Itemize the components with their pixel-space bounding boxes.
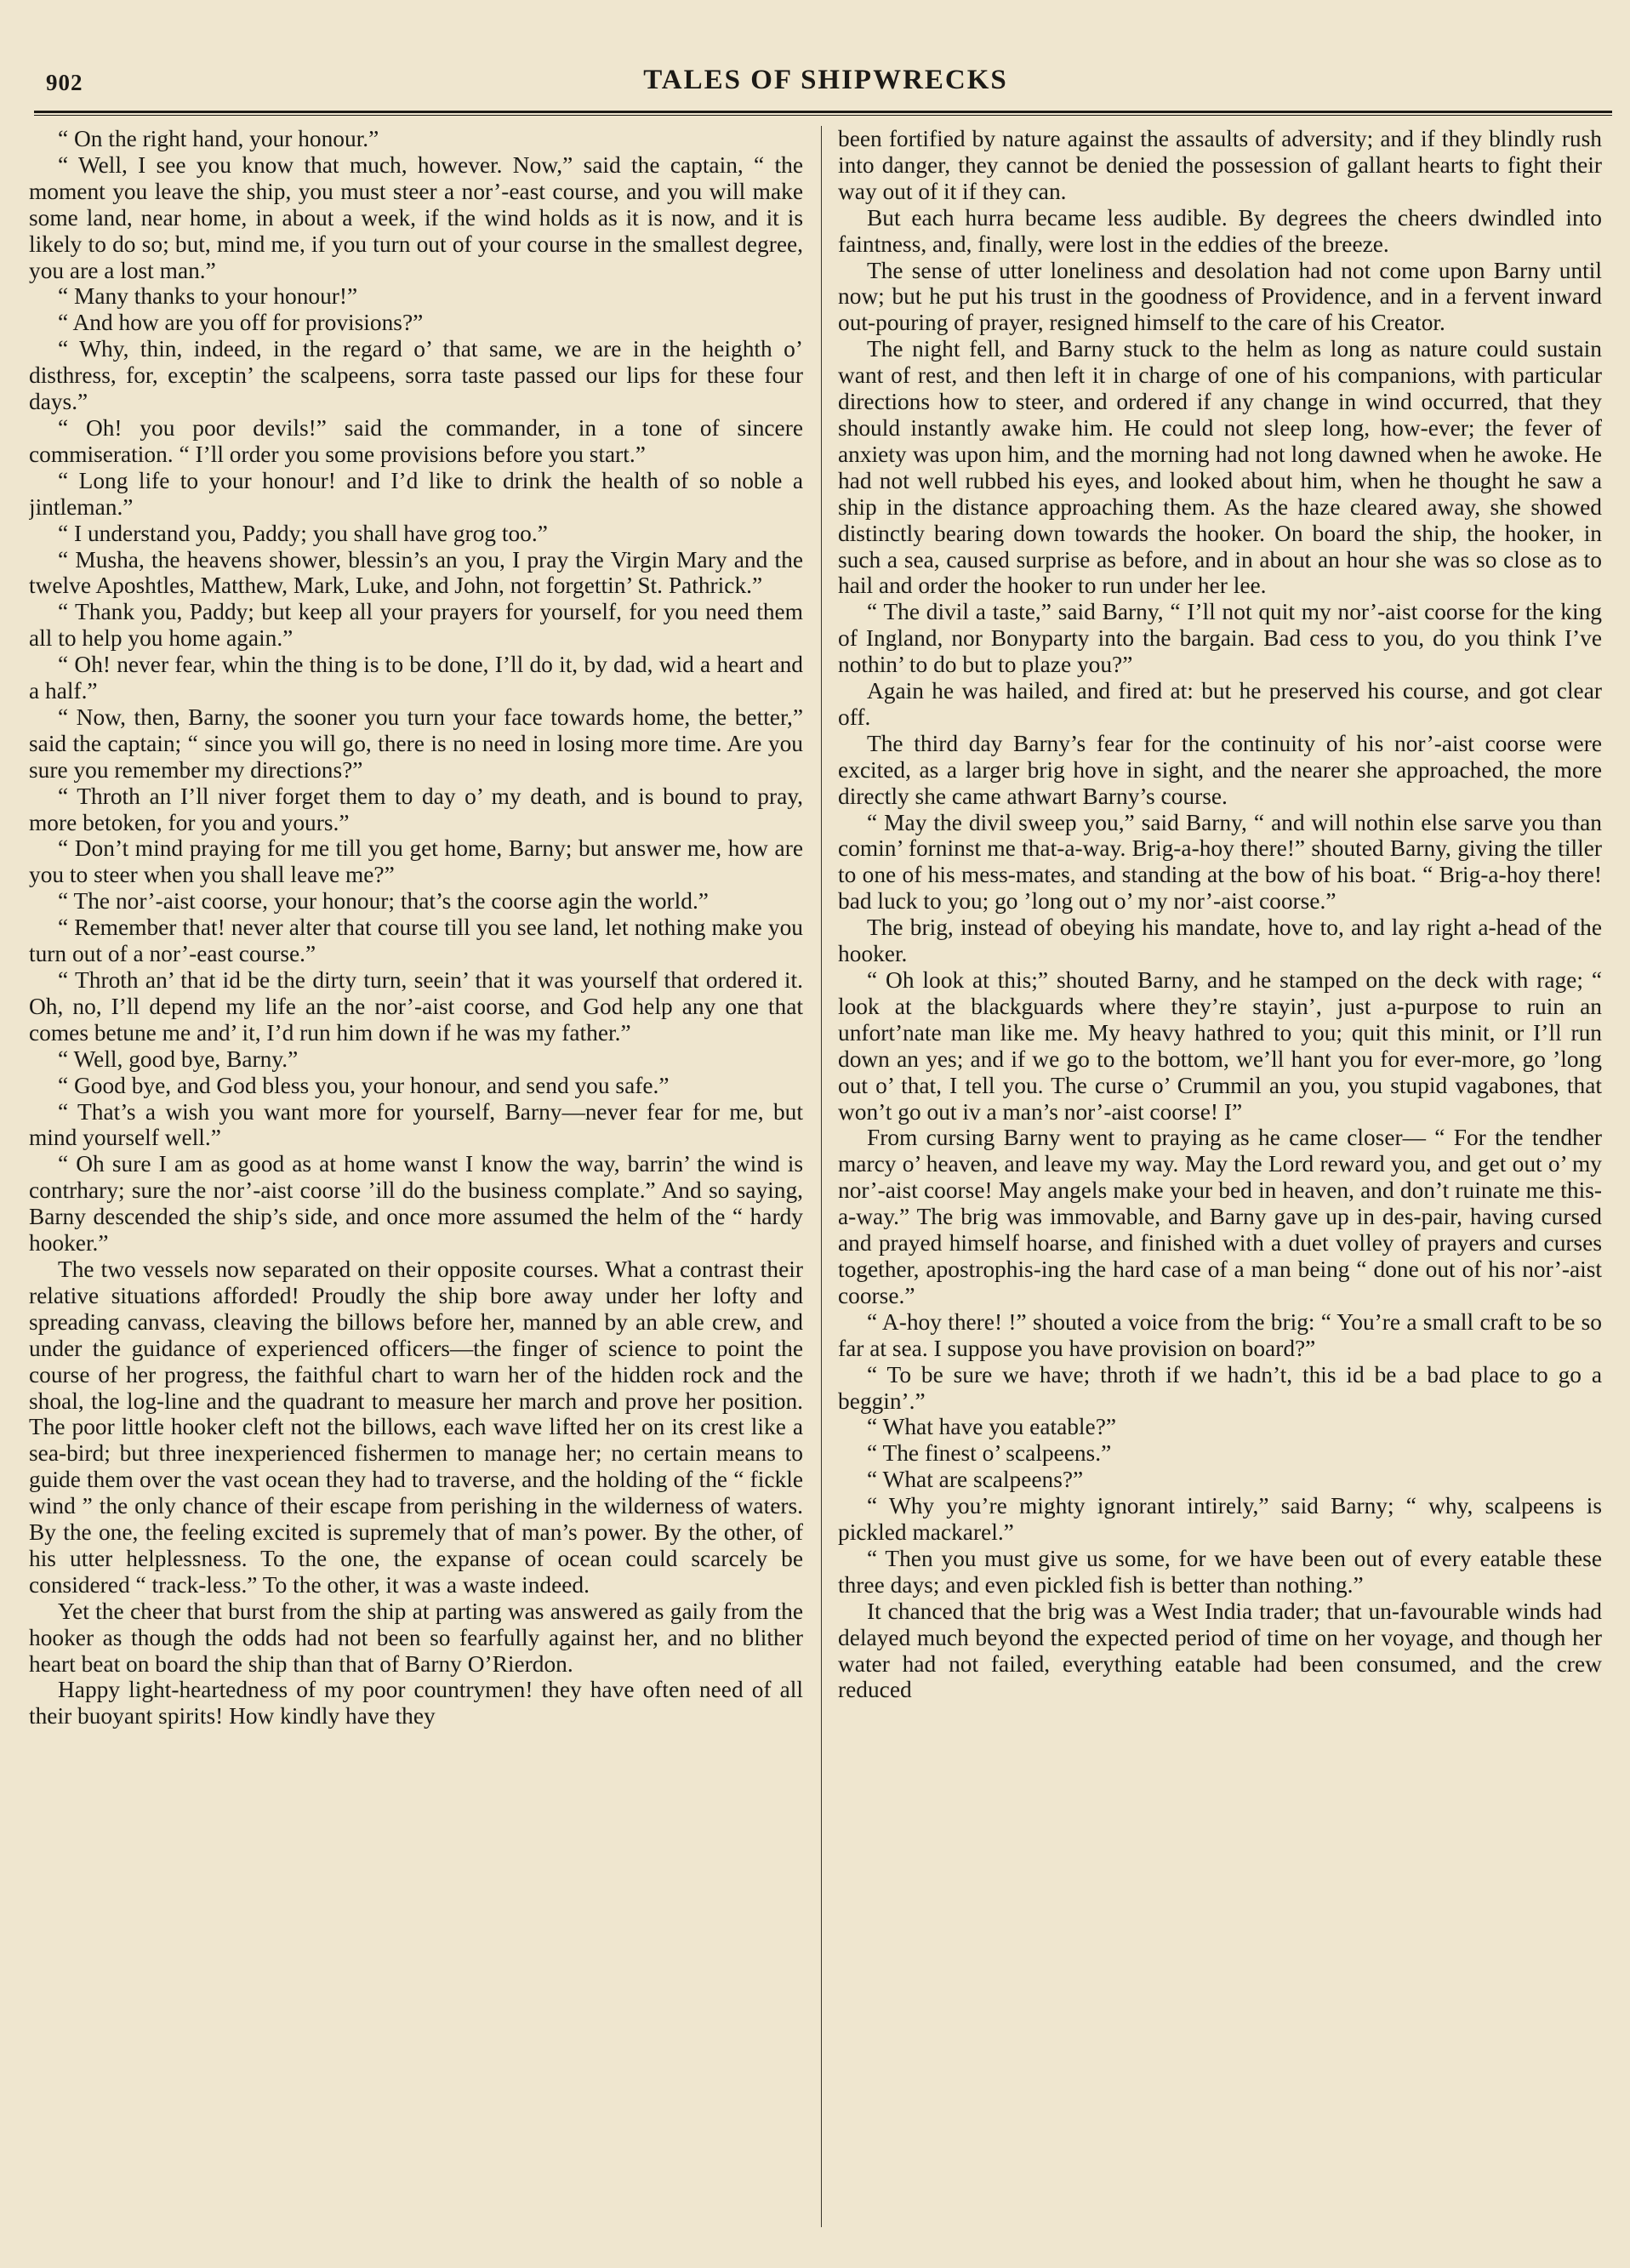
paragraph: Yet the cheer that burst from the ship at parting was answered as gaily from the hooker as though the odds had not been so fearfully against her, and no blither heart beat on board the ship than that of Barny O’Rierdon. xyxy=(29,1598,803,1677)
paragraph: “ Oh! never fear, whin the thing is to be done, I’ll do it, by dad, wid a heart and a half.” xyxy=(29,652,803,704)
paragraph: “ I understand you, Paddy; you shall have grog too.” xyxy=(58,520,548,546)
right-column xyxy=(838,126,1602,2244)
paragraph: “ Remember that! never alter that course till you see land, let nothing make you turn out of a nor’-east course.” xyxy=(29,915,803,967)
paragraph: The sense of utter loneliness and desolation had not come upon Barny until now; but he put his trust in the goodness of Providence, and in a fervent inward out-pouring of prayer, resigned himself to the care of his Creator. xyxy=(838,257,1602,336)
paragraph: “ Oh sure I am as good as at home wanst I know the way, barrin’ the wind is contrhary; sure the nor’-aist coorse ’ill do the business complate.” And so saying, Barny descended the ship’s side, and once more assumed the helm of the “ hardy hooker.” xyxy=(29,1151,803,1257)
paragraph: It chanced that the brig was a West India trader; that un-favourable winds had delayed much beyond the expected period of time on her voyage, and though her water had not failed, everything eatable had been consumed, and the crew reduced xyxy=(838,1598,1602,1703)
paragraph: Happy light-heartedness of my poor countrymen! they have often need of all their buoyant spirits! How kindly have they xyxy=(29,1677,803,1729)
paragraph: “ Many thanks to your honour!” xyxy=(58,283,358,310)
paragraph: “ Thank you, Paddy; but keep all your prayers for yourself, for you need them all to help you home again.” xyxy=(29,599,803,652)
paragraph: “ A-hoy there! !” shouted a voice from the brig: “ You’re a small craft to be so far at sea. I suppose you have provision on board?” xyxy=(838,1308,1602,1361)
paragraph: From cursing Barny went to praying as he came closer— “ For the tendher marcy o’ heaven, and leave my way. May the Lord reward you, and get out o’ my nor’-aist coorse! May angels make your bed in heaven, and don’t ruinate me this-a-way.” The brig was immovable, and Barny gave up in des-pair, having cursed and prayed himself hoarse, and finished with a duet volley of prayers and curses together, apostrophis-ing the hard case of a man being “ done out of his nor’-aist coorse.” xyxy=(838,1125,1602,1308)
left-column xyxy=(29,126,803,2244)
paragraph: “ Oh look at this;” shouted Barny, and he stamped on the deck with rage; “ look at the blackguards where they’re stayin’, just a-purpose to ruin an unfort’nate man like me. My heavy hathred to you; quit this minit, or I’ll run down an yes; and if we go to the bottom, we’ll hant you for ever-more, go ’long out o’ that, I tell you. The curse o’ Crummil an you, you stupid vagabones, that won’t go out iv a man’s nor’-aist coorse! I” xyxy=(838,967,1602,1125)
paragraph: “ Throth an’ that id be the dirty turn, seein’ that it was yourself that ordered it. Oh, no, I’ll depend my life an the nor’-aist coorse, and God help any one that comes betune me and’ it, I’d run him down if he was my father.” xyxy=(29,967,803,1046)
paragraph: “ That’s a wish you want more for yourself, Barny—never fear for me, but mind yourself well.” xyxy=(29,1098,803,1151)
paragraph: “ What are scalpeens?” xyxy=(867,1467,1084,1493)
paragraph: The night fell, and Barny stuck to the helm as long as nature could sustain want of rest, and then left it in charge of one of his companions, with particular directions how to steer, and ordered if any change in wind occurred, that they should instantly awake him. He could not sleep long, how-ever; the fever of anxiety was upon him, and the morning had not long dawned when he awoke. He had not well rubbed his eyes, and looked about him, when he thought he saw a ship in the distance approaching them. As the haze cleared away, she showed distinctly bearing down towards the hooker. On board the ship, the hooker, in such a sea, caused surprise as before, and in about an hour she was so close as to hail and order the hooker to run under her lee. xyxy=(838,336,1602,599)
paragraph: “ Why you’re mighty ignorant intirely,” said Barny; “ why, scalpeens is pickled mackarel.” xyxy=(838,1493,1602,1546)
paragraph: “ What have you eatable?” xyxy=(867,1414,1117,1440)
paragraph: “ Musha, the heavens shower, blessin’s an you, I pray the Virgin Mary and the twelve Aposhtles, Matthew, Mark, Luke, and John, not forgettin’ St. Pathrick.” xyxy=(29,546,803,599)
header-rule-thin xyxy=(34,115,1612,116)
paragraph: been fortified by nature against the assaults of adversity; and if they blindly rush into danger, they cannot be denied the possession of gallant hearts to fight their way out of it if they can. xyxy=(838,126,1602,204)
running-head xyxy=(41,60,1610,111)
paragraph: The brig, instead of obeying his mandate, hove to, and lay right a-head of the hooker. xyxy=(838,915,1602,967)
paragraph: “ Well, good bye, Barny.” xyxy=(58,1046,299,1072)
paragraph: The third day Barny’s fear for the continuity of his nor’-aist coorse were excited, as a larger brig hove in sight, and the nearer she approached, the more directly she came athwart Barny’s course. xyxy=(838,730,1602,809)
paragraph: “ May the divil sweep you,” said Barny, “ and will nothin else sarve you than comin’ forninst me that-a-way. Brig-a-hoy there!” shouted Barny, giving the tiller to one of his mess-mates, and standing at the bow of his boat. “ Brig-a-hoy there! bad luck to you; go ’long out o’ my nor’-aist coorse.” xyxy=(838,809,1602,915)
page-number: 902 xyxy=(46,70,83,95)
paragraph: “ Oh! you poor devils!” said the commander, in a tone of sincere commiseration. “ I’ll order you some provisions before you start.” xyxy=(29,414,803,467)
paragraph: “ On the right hand, your honour.” xyxy=(58,126,379,151)
paragraph: “ Good bye, and God bless you, your honour, and send you safe.” xyxy=(58,1072,670,1098)
paragraph: But each hurra became less audible. By degrees the cheers dwindled into faintness, and, finally, were lost in the eddies of the breeze. xyxy=(838,204,1602,257)
paragraph: “ And how are you off for provisions?” xyxy=(58,310,424,336)
paragraph: “ The finest o’ scalpeens.” xyxy=(867,1440,1112,1467)
running-title: TALES OF SHIPWRECKS xyxy=(643,65,1008,95)
paragraph: “ To be sure we have; throth if we hadn’t, this id be a bad place to go a beggin’.” xyxy=(838,1361,1602,1414)
paragraph: “ Long life to your honour! and I’d like to drink the health of so noble a jintleman.” xyxy=(29,467,803,520)
column-divider xyxy=(821,126,822,2227)
paragraph: “ Then you must give us some, for we have been out of every eatable these three days; and even pickled fish is better than nothing.” xyxy=(838,1545,1602,1598)
paragraph: “ Throth an I’ll niver forget them to day o’ my death, and is bound to pray, more betoken, for you and yours.” xyxy=(29,783,803,835)
paragraph: “ Why, thin, indeed, in the regard o’ that same, we are in the heighth o’ disthress, for, exceptin’ the scalpeens, sorra taste passed our lips for these four days.” xyxy=(29,336,803,415)
paragraph: “ Now, then, Barny, the sooner you turn your face towards home, the better,” said the captain; “ since you will go, there is no need in losing more time. Are you sure you remember my directions?” xyxy=(29,704,803,783)
header-rule xyxy=(34,111,1612,113)
paragraph: “ Don’t mind praying for me till you get home, Barny; but answer me, how are you to steer when you shall leave me?” xyxy=(29,835,803,888)
paragraph: The two vessels now separated on their opposite courses. What a contrast their relative situations afforded! Proudly the ship bore away under her lofty and spreading canvass, cleaving the billows before her, manned by an able crew, and under the guidance of experienced officers—the finger of science to point the course of her progress, the faithful chart to warn her of the hidden rock and the shoal, the log-line and the quadrant to measure her march and prove her position. The poor little hooker cleft not the billows, each wave lifted her on its crest like a sea-bird; but three inexperienced fishermen to manage her; no certain means to guide them over the vast ocean they had to traverse, and the holding of the “ fickle wind ” the only chance of their escape from perishing in the wilderness of waters. By the one, the feeling excited is supremely that of man’s power. By the other, of his utter helplessness. To the one, the expanse of ocean could scarcely be considered “ track-less.” To the other, it was a waste indeed. xyxy=(29,1256,803,1598)
paragraph: Again he was hailed, and fired at: but he preserved his course, and got clear off. xyxy=(838,678,1602,730)
paragraph: “ The nor’-aist coorse, your honour; that’s the coorse agin the world.” xyxy=(58,888,709,915)
paragraph: “ Well, I see you know that much, however. Now,” said the captain, “ the moment you leave the ship, you must steer a nor’-east course, and you will make some land, near home, in about a week, if the wind holds as it is now, and it is likely to do so; but, mind me, if you turn out of your course in the smallest degree, you are a lost man.” xyxy=(29,151,803,283)
paragraph: “ The divil a taste,” said Barny, “ I’ll not quit my nor’-aist coorse for the king of Ingland, nor Bonyparty into the bargain. Bad cess to you, do you think I’ve nothin’ to do but to plaze you?” xyxy=(838,599,1602,678)
